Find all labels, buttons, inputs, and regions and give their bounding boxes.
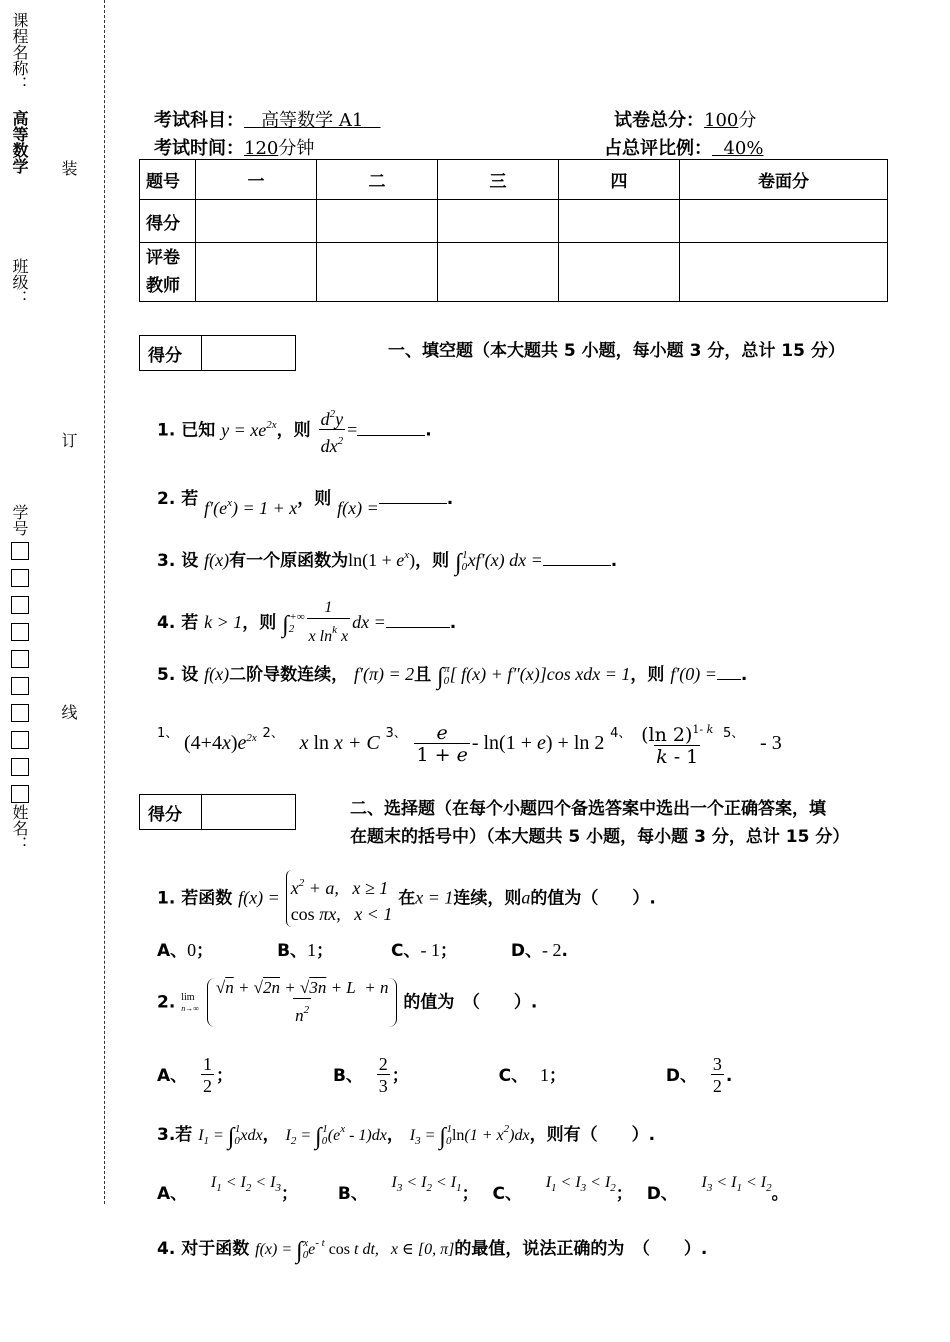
col-2: 二 xyxy=(317,160,438,200)
option-c[interactable]: C、- 1； xyxy=(390,940,457,961)
col-1: 一 xyxy=(196,160,317,200)
option-d[interactable]: D、 $I_3 < I_1 < I_2$。 xyxy=(646,1174,789,1204)
student-id-box[interactable] xyxy=(11,677,29,695)
option-b[interactable]: B、 $I_3 < I_2 < I_1$； xyxy=(337,1174,479,1204)
col-4: 四 xyxy=(559,160,680,200)
student-id-label: 学号 xyxy=(10,504,29,536)
section2-title-line1: 二、选择题（在每个小题四个备选答案中选出一个正确答案，填 xyxy=(350,799,826,819)
fill-answers: $^{1、}$ $(4+4x)e^{2x}$ $^{2、}$ x ln x + C $^{3、}$ $\frac{e}{1 + e}$ - ln(1 + e) + ln 2 $^{4、}$ $\frac{(\ln 2)^{1- k}}{k - 1}$ $^{5、}$ - 3 xyxy=(157,721,782,768)
fill-question-2: 2. 若 $f'(e^x) = 1 + x$，则 f(x) = . xyxy=(157,489,454,518)
class-label: 班级： xyxy=(10,258,29,306)
binding-mark-xian: 线 xyxy=(59,704,78,720)
option-a[interactable]: A、0； xyxy=(157,940,214,961)
choice-question-3: 3.若 $I_1 = \int_0^1xdx$， $I_2 = \int_0^1(e^x - 1)dx$， $I_3 = \int_0^1\ln(1 + x^2)dx$，则有（ ）. xyxy=(157,1123,656,1150)
grader-cell[interactable] xyxy=(559,243,680,302)
choice-question-4: 4. 对于函数 $f(x) = \int_0^xe^{- t}$ cos t dt, x ∈ [0, π]的最值，说法正确的为 （ ）. xyxy=(157,1237,708,1264)
option-a[interactable]: A、 $\frac{1}{2}$ ； xyxy=(157,1054,234,1096)
col-3: 三 xyxy=(438,160,559,200)
student-id-box[interactable] xyxy=(11,731,29,749)
student-id-box[interactable] xyxy=(11,704,29,722)
option-a[interactable]: A、 $I_1 < I_2 < I_3$； xyxy=(157,1174,298,1204)
binding-mark-zhuang: 装 xyxy=(59,160,78,176)
grader-cell[interactable] xyxy=(196,243,317,302)
option-d[interactable]: D、- 2. xyxy=(510,940,568,961)
fill-question-1: 1. 已知 $y = xe^{2x}$，则 $\frac{d^2y}{dx^2}$ = . xyxy=(157,408,432,456)
section2-score-box xyxy=(139,794,296,830)
fill-question-3: 3. 设 f(x)有一个原函数为$\ln(1 + e^x)$，则 $\int_0^1xf'(x)$ dx = . xyxy=(157,549,618,576)
student-id-box[interactable] xyxy=(11,785,29,803)
grader-cell[interactable] xyxy=(680,243,888,302)
score-box-label: 得分 xyxy=(140,795,202,829)
col-total: 卷面分 xyxy=(680,160,888,200)
option-b[interactable]: B、 $\frac{2}{3}$ ； xyxy=(332,1054,409,1096)
fill-question-4: 4. 若 k > 1，则 $\int_2^{+\infty}$ $\frac{1}{x \ln^k x}$ dx = . xyxy=(157,598,456,648)
choice-question-2: 2. lim n→∞ $\frac{√n + √2n + √3n + L + n}{n^2}$ 的值为 （ ）. xyxy=(157,978,538,1025)
score-cell[interactable] xyxy=(317,200,438,243)
binding-mark-ding: 订 xyxy=(59,432,78,448)
student-id-boxes xyxy=(11,542,29,812)
score-cell[interactable] xyxy=(559,200,680,243)
row-title-grader: 评卷教师 xyxy=(140,243,196,302)
student-id-box[interactable] xyxy=(11,569,29,587)
score-cell[interactable] xyxy=(196,200,317,243)
name-label: 姓名： xyxy=(10,804,29,852)
student-id-box[interactable] xyxy=(11,758,29,776)
score-box-label: 得分 xyxy=(140,336,202,370)
option-c[interactable]: C、 1； xyxy=(498,1064,566,1086)
student-id-box[interactable] xyxy=(11,623,29,641)
student-id-box[interactable] xyxy=(11,650,29,668)
course-name-value: 高等数学 xyxy=(10,110,29,174)
choice-q2-options xyxy=(157,1054,732,1097)
exam-subject: 考试科目： 高等数学 A1 xyxy=(154,110,364,131)
section2-title-line2: 在题末的括号中）（本大题共 5 小题，每小题 3 分，总计 15 分） xyxy=(350,827,850,847)
row-title-score: 得分 xyxy=(140,200,196,243)
exam-weight: 占总评比例： 40% xyxy=(604,138,764,159)
section1-score-box xyxy=(139,335,296,371)
grader-cell[interactable] xyxy=(438,243,559,302)
fill-question-5: 5. 设 f(x)二阶导数连续， f′(π) = 2且 $\int_0^\pi$[ f(x) + f″(x)]cos xdx = 1，则 f′(0) = . xyxy=(157,663,748,690)
score-table xyxy=(139,159,888,302)
score-box-value[interactable] xyxy=(202,336,295,370)
score-box-value[interactable] xyxy=(202,795,295,829)
option-d[interactable]: D、 $\frac{3}{2}$ . xyxy=(665,1054,733,1096)
option-b[interactable]: B、1； xyxy=(277,940,334,961)
choice-question-1: 1. 若函数 f(x) = $x^2 + a$, x ≥ 1 cos πx, x < 1 在x = 1连续，则a的值为（ ）. xyxy=(157,870,656,927)
option-c[interactable]: C、 $I_1 < I_3 < I_2$； xyxy=(492,1174,633,1204)
choice-q1-options xyxy=(157,936,568,961)
section1-title: 一、填空题（本大题共 5 小题，每小题 3 分，总计 15 分） xyxy=(388,341,845,361)
exam-time: 考试时间：120分钟 xyxy=(154,138,315,159)
choice-q3-options xyxy=(157,1174,789,1204)
row-title-number: 题号 xyxy=(140,160,196,200)
student-id-box[interactable] xyxy=(11,596,29,614)
score-cell[interactable] xyxy=(680,200,888,243)
binding-dashed-line xyxy=(104,0,105,1204)
grader-cell[interactable] xyxy=(317,243,438,302)
student-id-box[interactable] xyxy=(11,542,29,560)
score-cell[interactable] xyxy=(438,200,559,243)
course-name-label: 课程名称： xyxy=(10,12,29,92)
exam-total-score: 试卷总分：100分 xyxy=(614,110,757,131)
